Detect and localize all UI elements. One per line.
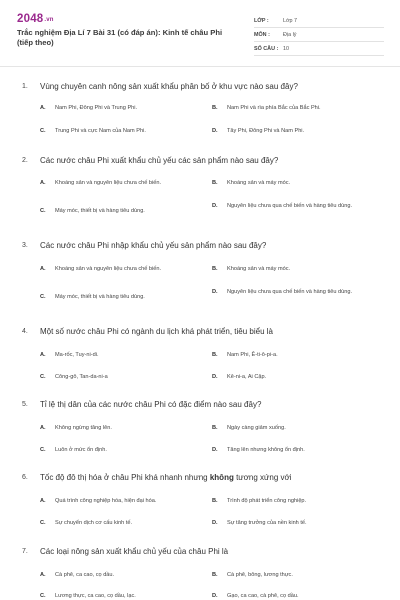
option-letter: D. bbox=[212, 289, 218, 295]
option-letter: D. bbox=[212, 203, 218, 209]
question-text: Một số nước châu Phi có ngành du lịch khá phát triển, tiêu biểu là bbox=[40, 327, 273, 336]
question-text bbox=[40, 473, 292, 482]
logo-suffix: .vn bbox=[44, 17, 54, 23]
option-letter: B. bbox=[212, 352, 218, 358]
option-letter: B. bbox=[212, 105, 218, 111]
logo-text: 2048 bbox=[17, 13, 44, 25]
question-number: 1. bbox=[22, 83, 28, 90]
option-text: Kê-ni-a, Ai Cập. bbox=[227, 374, 267, 380]
option-text: Khoáng sản và máy móc. bbox=[227, 180, 291, 186]
option-letter: B. bbox=[212, 498, 218, 504]
option-text: Lương thực, ca cao, cọ dầu, lạc. bbox=[55, 593, 136, 599]
option-text: Luôn ở mức ổn định. bbox=[55, 447, 107, 453]
option-letter: A. bbox=[40, 425, 46, 431]
option-text: Nam Phi, Đông Phi và Trung Phi. bbox=[55, 105, 138, 111]
quiz-meta bbox=[254, 14, 384, 56]
question-text: Vùng chuyên canh nông sản xuất khẩu phân bố ở khu vực nào sau đây? bbox=[40, 82, 298, 91]
page-title: Trắc nghiệm Địa Lí 7 Bài 31 (có đáp án): Kinh tế châu Phi (tiếp theo) bbox=[17, 28, 223, 47]
question-text-part: Tốc độ đô thị hóa ở châu Phi khá nhanh nhưng bbox=[40, 473, 210, 482]
page-header bbox=[0, 0, 400, 62]
question-header bbox=[0, 399, 400, 411]
option-text: Tây Phi, Đông Phi và Nam Phi. bbox=[227, 128, 305, 134]
option-text: Khoáng sản và máy móc. bbox=[227, 266, 291, 272]
question-header bbox=[0, 240, 400, 252]
option-letter: D. bbox=[212, 520, 218, 526]
option-letter: C. bbox=[40, 374, 46, 380]
option-letter: D. bbox=[212, 593, 218, 599]
option-letter: A. bbox=[40, 498, 46, 504]
option-letter: B. bbox=[212, 266, 218, 272]
meta-row-subject bbox=[254, 28, 384, 42]
option-letter: A. bbox=[40, 352, 46, 358]
option-letter: D. bbox=[212, 447, 218, 453]
option-text: Công-gô, Tan-da-ni-a bbox=[55, 374, 108, 380]
question-header bbox=[0, 155, 400, 167]
question-text-emphasis: không bbox=[209, 473, 234, 482]
option-letter: B. bbox=[212, 180, 218, 186]
option-letter: D. bbox=[212, 128, 218, 134]
question-text: Các nước châu Phi xuất khẩu chủ yếu các sản phẩm nào sau đây? bbox=[40, 156, 279, 165]
option-letter: C. bbox=[40, 128, 46, 134]
question-number: 2. bbox=[22, 157, 28, 164]
option-text: Nam Phi, Ê-ti-ô-pi-a. bbox=[227, 352, 278, 358]
question-header bbox=[0, 546, 400, 558]
question-header bbox=[0, 326, 400, 338]
option-text: Nam Phi và rìa phía Bắc của Bắc Phi. bbox=[227, 105, 321, 111]
question-number: 4. bbox=[22, 328, 28, 335]
question-header bbox=[0, 81, 400, 93]
meta-value: Địa lý bbox=[283, 31, 297, 38]
meta-value: Lớp 7 bbox=[283, 17, 298, 24]
option-text: Cà phê, ca cao, cọ dầu. bbox=[55, 572, 115, 578]
question-number: 7. bbox=[22, 548, 28, 555]
meta-value: 10 bbox=[283, 45, 289, 52]
option-text: Máy móc, thiết bị và hàng tiêu dùng. bbox=[55, 294, 145, 300]
option-text: Tăng lên nhưng không ổn định. bbox=[227, 447, 305, 453]
option-text: Cà phê, bông, lương thực. bbox=[227, 572, 293, 578]
option-text: Quá trình công nghiệp hóa, hiện đại hóa. bbox=[55, 498, 157, 504]
option-text: Trình độ phát triển công nghiệp. bbox=[227, 498, 307, 504]
option-text: Khoáng sản và nguyên liệu chưa chế biến. bbox=[55, 266, 162, 272]
question-text-part: tương xứng với bbox=[233, 473, 292, 482]
option-text: Sự tăng trưởng của nền kinh tế. bbox=[227, 520, 307, 526]
option-letter: C. bbox=[40, 294, 46, 300]
option-letter: C. bbox=[40, 447, 46, 453]
option-text: Gạo, ca cao, cà phê, cọ dầu. bbox=[227, 593, 299, 599]
question-header bbox=[0, 472, 400, 484]
option-letter: B. bbox=[212, 572, 218, 578]
meta-label: MÔN : bbox=[254, 31, 270, 38]
option-text: Ma-rốc, Tuy-ni-di. bbox=[55, 352, 99, 358]
option-text: Khoáng sản và nguyên liệu chưa chế biến. bbox=[55, 180, 162, 186]
option-letter: D. bbox=[212, 374, 218, 380]
question-text: Các nước châu Phi nhập khẩu chủ yếu sản phẩm nào sau đây? bbox=[40, 241, 267, 250]
option-text: Nguyên liệu chưa qua chế biến và hàng tiêu dùng. bbox=[227, 203, 353, 209]
question-number: 5. bbox=[22, 401, 28, 408]
option-letter: B. bbox=[212, 425, 218, 431]
option-text: Không ngừng tăng lên. bbox=[55, 425, 112, 431]
option-text: Nguyên liệu chưa qua chế biến và hàng tiêu dùng. bbox=[227, 289, 353, 295]
question-number: 6. bbox=[22, 474, 28, 481]
option-letter: C. bbox=[40, 593, 46, 599]
option-letter: C. bbox=[40, 520, 46, 526]
question-number: 3. bbox=[22, 242, 28, 249]
meta-row-class bbox=[254, 14, 384, 28]
meta-label: LỚP : bbox=[254, 17, 269, 24]
meta-row-count bbox=[254, 42, 384, 56]
header-divider bbox=[0, 66, 400, 67]
option-letter: A. bbox=[40, 266, 46, 272]
option-letter: A. bbox=[40, 180, 46, 186]
option-letter: C. bbox=[40, 208, 46, 214]
option-text: Ngày càng giảm xuống. bbox=[227, 425, 286, 431]
option-text: Trung Phi và cực Nam của Nam Phi. bbox=[55, 128, 146, 134]
option-letter: A. bbox=[40, 572, 46, 578]
option-letter: A. bbox=[40, 105, 46, 111]
option-text: Sự chuyển dịch cơ cấu kinh tế. bbox=[55, 520, 133, 526]
meta-label: SỐ CÂU : bbox=[254, 45, 279, 52]
question-text: Các loại nông sản xuất khẩu chủ yếu của châu Phi là bbox=[40, 547, 229, 556]
site-logo[interactable] bbox=[17, 13, 54, 25]
question-text: Tỉ lệ thị dân của các nước châu Phi có đặc điểm nào sau đây? bbox=[40, 400, 262, 409]
option-text: Máy móc, thiết bị và hàng tiêu dùng. bbox=[55, 208, 145, 214]
